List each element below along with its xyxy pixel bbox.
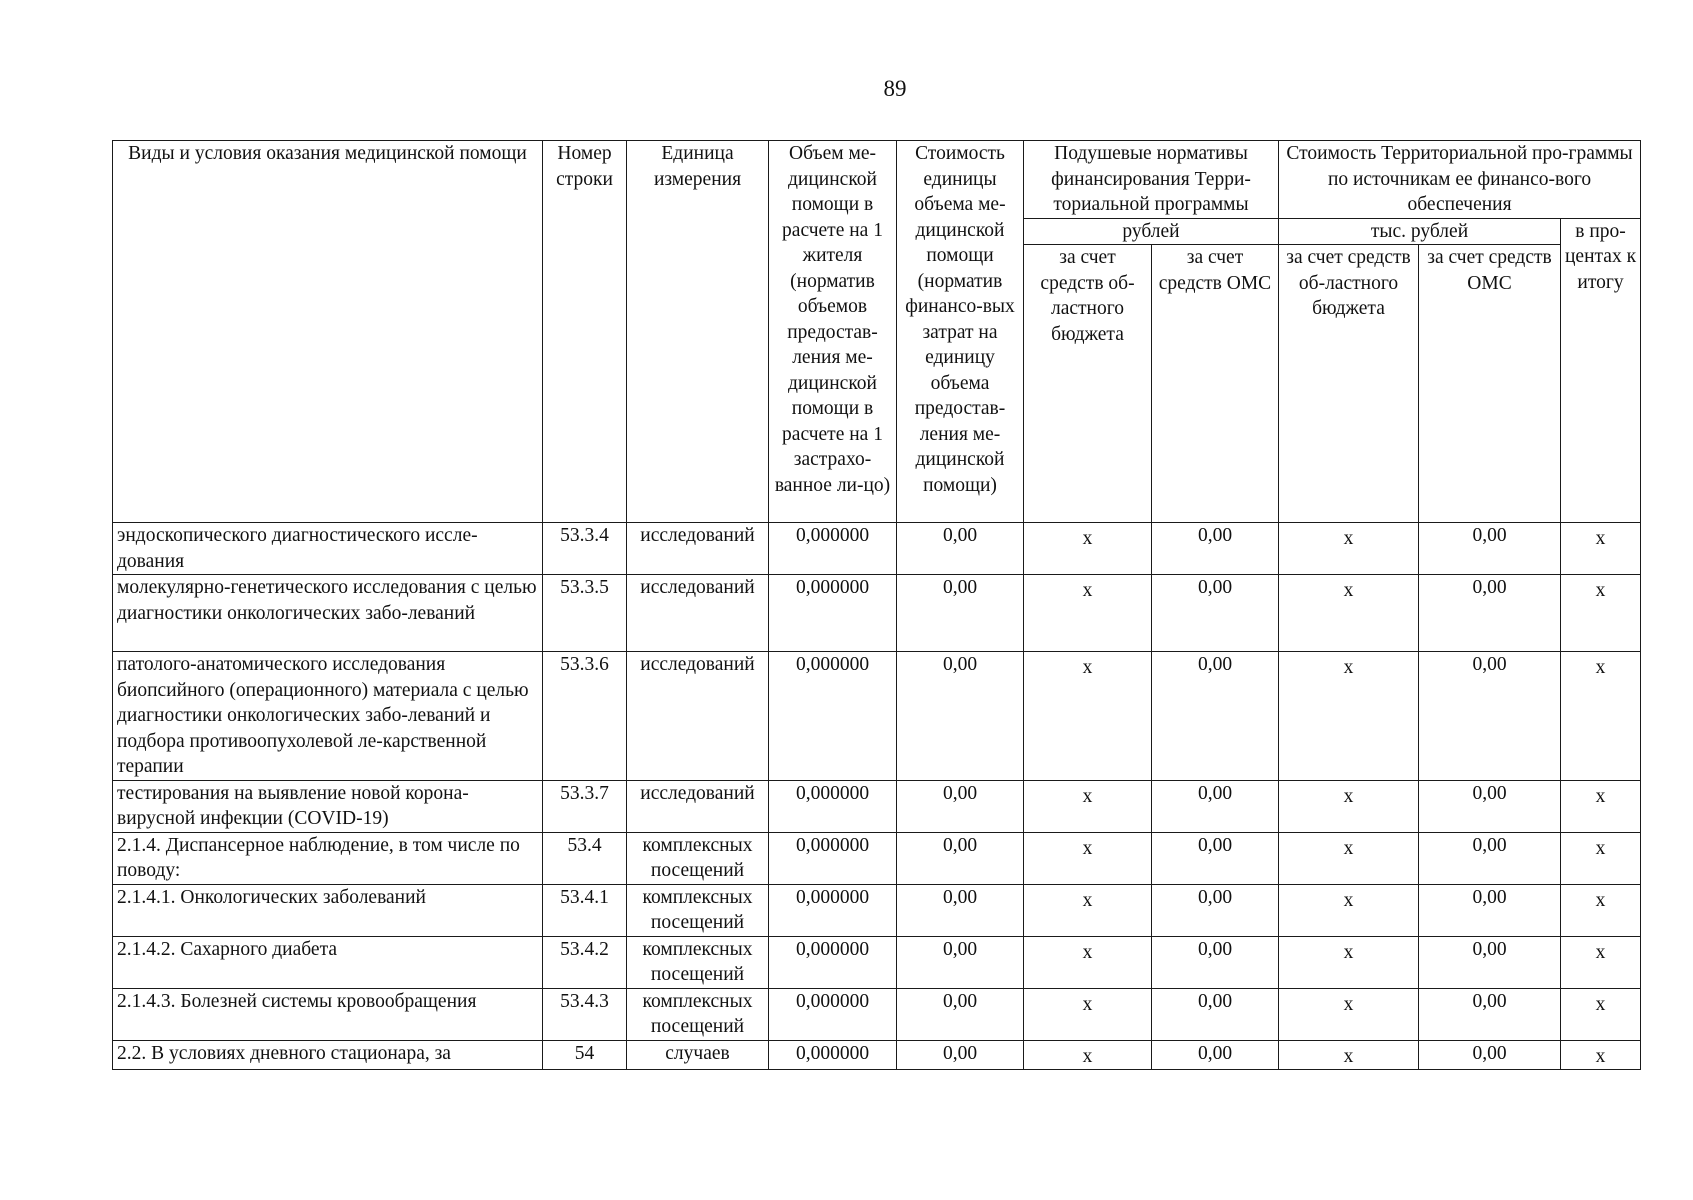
cell-norm-oms: 0,00 [1152,523,1279,575]
header-row-number: Номер строки [543,141,627,523]
cell-percent: x [1561,884,1641,936]
cell-cost-oms: 0,00 [1419,575,1561,652]
header-group-norms: Подушевые нормативы финансирования Терри-ториальной программы [1024,141,1279,219]
table-row [113,884,1641,936]
table-row [113,575,1641,652]
header-unit-thousand-rub: тыс. рублей [1279,218,1561,245]
medical-care-table [112,140,1641,1070]
cell-name: молекулярно-генетического исследования с целью диагностики онкологических забо-леваний [113,575,543,652]
cell-num: 53.3.5 [543,575,627,652]
cell-norm-oms: 0,00 [1152,832,1279,884]
header-cost-oms: за счет средств ОМС [1419,245,1561,523]
cell-name: 2.1.4.3. Болезней системы кровообращения [113,988,543,1040]
cell-cost-budget: x [1279,884,1419,936]
cell-cost: 0,00 [897,884,1024,936]
cell-volume: 0,000000 [769,988,897,1040]
cell-cost: 0,00 [897,1040,1024,1070]
cell-cost-budget: x [1279,780,1419,832]
cell-cost-budget: x [1279,575,1419,652]
cell-norm-oms: 0,00 [1152,988,1279,1040]
cell-volume: 0,000000 [769,936,897,988]
header-row-1 [113,141,1641,219]
cell-unit: комплексных посещений [627,832,769,884]
cell-unit: исследований [627,523,769,575]
cell-name: 2.1.4. Диспансерное наблюдение, в том числе по поводу: [113,832,543,884]
cell-volume: 0,000000 [769,832,897,884]
cell-norm-budget: x [1024,884,1152,936]
header-norm-budget: за счет средств об-ластного бюджета [1024,245,1152,523]
header-type: Виды и условия оказания медицинской помощи [113,141,543,523]
cell-cost-budget: x [1279,988,1419,1040]
header-norm-oms: за счет средств ОМС [1152,245,1279,523]
cell-num: 53.4.3 [543,988,627,1040]
cell-cost-budget: x [1279,1040,1419,1070]
page-number: 89 [883,76,907,101]
cell-cost: 0,00 [897,780,1024,832]
cell-norm-oms: 0,00 [1152,936,1279,988]
cell-cost-budget: x [1279,936,1419,988]
cell-cost-oms: 0,00 [1419,884,1561,936]
table-row [113,988,1641,1040]
cell-unit: исследований [627,780,769,832]
cell-percent: x [1561,832,1641,884]
header-unit-rub: рублей [1024,218,1279,245]
header-unit-percent: в про-центах к итогу [1561,218,1641,523]
cell-cost: 0,00 [897,988,1024,1040]
cell-cost-oms: 0,00 [1419,652,1561,781]
cell-cost-oms: 0,00 [1419,523,1561,575]
cell-percent: x [1561,523,1641,575]
table-row [113,832,1641,884]
cell-norm-budget: x [1024,652,1152,781]
cell-name: 2.1.4.2. Сахарного диабета [113,936,543,988]
cell-name: 2.1.4.1. Онкологических заболеваний [113,884,543,936]
header-volume: Объем ме-дицинской помощи в расчете на 1 жителя (норматив объемов предостав-ления ме-дицинской помощи в расчете на 1 застрахо-ванное ли-цо) [769,141,897,523]
cell-norm-budget: x [1024,988,1152,1040]
cell-volume: 0,000000 [769,1040,897,1070]
cell-cost-oms: 0,00 [1419,780,1561,832]
table-row [113,652,1641,781]
cell-cost-oms: 0,00 [1419,1040,1561,1070]
cell-cost-oms: 0,00 [1419,936,1561,988]
cell-unit: комплексных посещений [627,936,769,988]
cell-volume: 0,000000 [769,652,897,781]
cell-norm-oms: 0,00 [1152,1040,1279,1070]
cell-percent: x [1561,780,1641,832]
table-row [113,1040,1641,1070]
cell-percent: x [1561,1040,1641,1070]
header-group-cost: Стоимость Территориальной про-граммы по источникам ее финансо-вого обеспечения [1279,141,1641,219]
cell-norm-oms: 0,00 [1152,575,1279,652]
cell-cost-budget: x [1279,523,1419,575]
cell-volume: 0,000000 [769,523,897,575]
header-cost-budget: за счет средств об-ластного бюджета [1279,245,1419,523]
cell-cost: 0,00 [897,523,1024,575]
cell-cost-budget: x [1279,832,1419,884]
header-cost: Стоимость единицы объема ме-дицинской помощи (норматив финансо-вых затрат на единицу объема предостав-ления ме-дицинской помощи) [897,141,1024,523]
cell-num: 53.3.6 [543,652,627,781]
cell-percent: x [1561,575,1641,652]
cell-percent: x [1561,652,1641,781]
cell-norm-budget: x [1024,575,1152,652]
cell-cost-oms: 0,00 [1419,988,1561,1040]
cell-name: патолого-анатомического исследования биопсийного (операционного) материала с целью диагностики онкологических забо-леваний и подбора противоопухолевой ле-карственной терапии [113,652,543,781]
cell-cost: 0,00 [897,575,1024,652]
cell-name: тестирования на выявление новой корона-вирусной инфекции (COVID-19) [113,780,543,832]
cell-cost-oms: 0,00 [1419,832,1561,884]
cell-unit: исследований [627,575,769,652]
table-row [113,523,1641,575]
cell-norm-oms: 0,00 [1152,652,1279,781]
cell-cost: 0,00 [897,832,1024,884]
cell-norm-budget: x [1024,936,1152,988]
header-unit: Единица измерения [627,141,769,523]
cell-num: 53.3.7 [543,780,627,832]
cell-cost: 0,00 [897,652,1024,781]
cell-unit: комплексных посещений [627,884,769,936]
cell-norm-budget: x [1024,832,1152,884]
cell-num: 54 [543,1040,627,1070]
table-row [113,936,1641,988]
cell-num: 53.4.1 [543,884,627,936]
cell-percent: x [1561,988,1641,1040]
cell-volume: 0,000000 [769,884,897,936]
cell-unit: исследований [627,652,769,781]
cell-unit: комплексных посещений [627,988,769,1040]
cell-norm-oms: 0,00 [1152,884,1279,936]
cell-cost: 0,00 [897,936,1024,988]
cell-cost-budget: x [1279,652,1419,781]
cell-num: 53.4.2 [543,936,627,988]
cell-unit: случаев [627,1040,769,1070]
cell-name: 2.2. В условиях дневного стационара, за [113,1040,543,1070]
cell-norm-budget: x [1024,780,1152,832]
cell-norm-oms: 0,00 [1152,780,1279,832]
table-row [113,780,1641,832]
cell-volume: 0,000000 [769,575,897,652]
cell-norm-budget: x [1024,1040,1152,1070]
cell-norm-budget: x [1024,523,1152,575]
cell-percent: x [1561,936,1641,988]
cell-num: 53.3.4 [543,523,627,575]
cell-volume: 0,000000 [769,780,897,832]
cell-num: 53.4 [543,832,627,884]
cell-name: эндоскопического диагностического иссле-дования [113,523,543,575]
